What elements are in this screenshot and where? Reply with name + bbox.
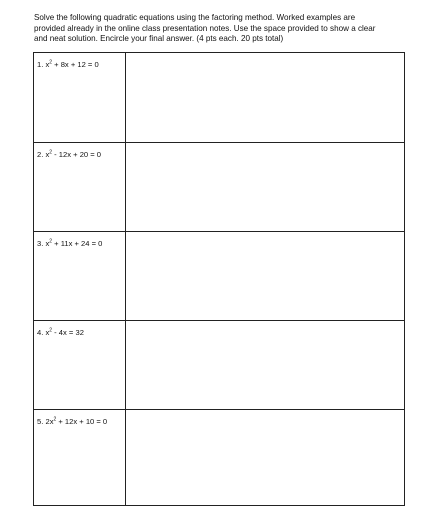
instructions-line-1: Solve the following quadratic equations using the factoring method. Worked examples are — [34, 13, 356, 22]
problem-3-answer-space[interactable] — [126, 232, 404, 320]
equation-lead: x — [45, 60, 50, 69]
equation-rest: - 12x + 20 = 0 — [52, 150, 102, 159]
problem-4-answer-space[interactable] — [126, 321, 404, 409]
instructions-line-3: and neat solution. Encircle your final answer. (4 pts each. 20 pts total) — [34, 34, 284, 44]
exponent: 2 — [49, 149, 53, 156]
problem-row-1 — [34, 53, 404, 142]
problem-number: 4. — [37, 328, 44, 337]
equation-lead: 2x — [45, 417, 54, 426]
problem-5-label — [34, 410, 126, 505]
problem-3-label — [34, 232, 126, 320]
problem-row-4 — [34, 320, 404, 409]
problem-row-5 — [34, 409, 404, 505]
problem-row-3 — [34, 231, 404, 320]
equation-lead: x — [45, 328, 50, 337]
equation-rest: + 12x + 10 = 0 — [56, 417, 108, 426]
equation-rest: + 8x + 12 = 0 — [52, 60, 99, 69]
problem-2-label — [34, 143, 126, 231]
problem-number: 2. — [37, 150, 44, 159]
equation-rest: - 4x = 32 — [52, 328, 84, 337]
problem-4-label — [34, 321, 126, 409]
exponent: 2 — [49, 59, 53, 66]
problem-row-2 — [34, 142, 404, 231]
problem-2-answer-space[interactable] — [126, 143, 404, 231]
exponent: 2 — [49, 327, 53, 334]
problem-1-answer-space[interactable] — [126, 53, 404, 142]
equation-lead: x — [45, 239, 50, 248]
problem-number: 5. — [37, 417, 44, 426]
exponent: 2 — [53, 416, 57, 423]
problem-number: 1. — [37, 60, 44, 69]
problem-5-answer-space[interactable] — [126, 410, 404, 505]
instructions-text — [34, 13, 414, 45]
equation-lead: x — [45, 150, 50, 159]
instructions-line-2: provided already in the online class presentation notes. Use the space provided to show a clear — [34, 23, 376, 33]
worksheet-table — [33, 52, 405, 506]
problem-1-label — [34, 53, 126, 142]
exponent: 2 — [49, 238, 53, 245]
equation-rest: + 11x + 24 = 0 — [52, 239, 103, 248]
problem-number: 3. — [37, 239, 44, 248]
